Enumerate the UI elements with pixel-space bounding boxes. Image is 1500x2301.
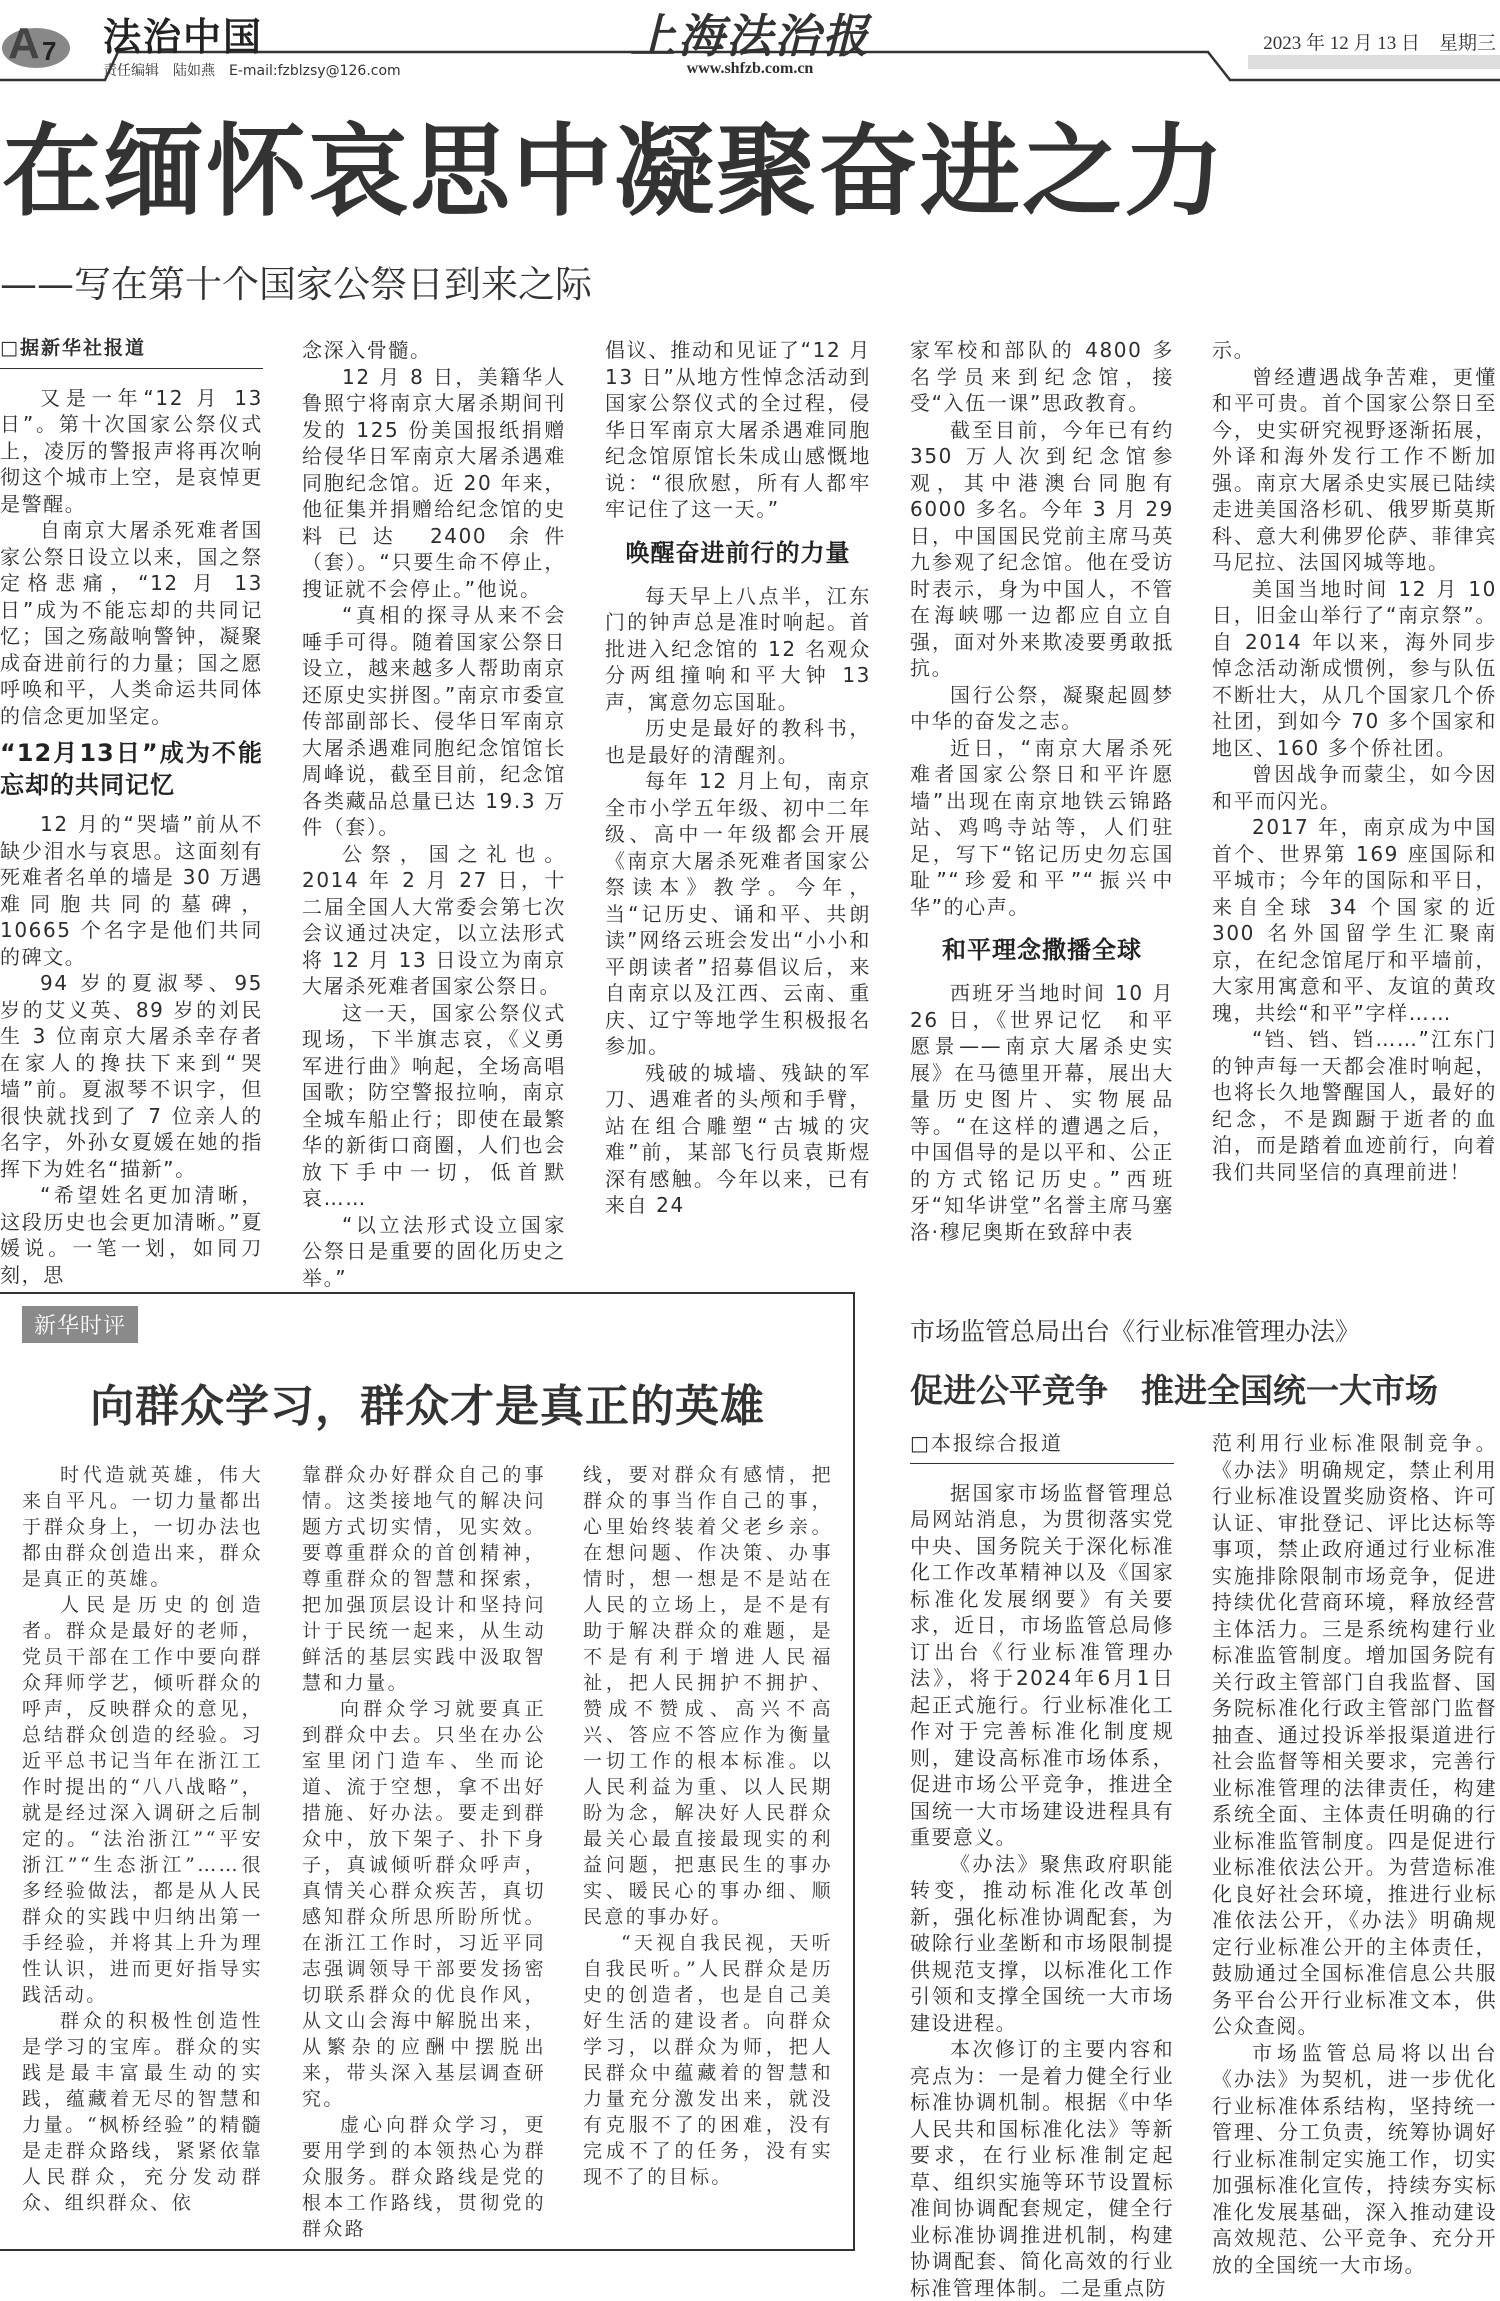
lead-column <box>0 335 263 1288</box>
paragraph: 历史是最好的教科书，也是最好的清醒剂。 <box>605 716 871 767</box>
paragraph: 12 月的“哭墙”前从不缺少泪水与哀思。这面刻有死难者名单的墙是 30 万遇难同胞共同的墓碑，10665 个名字是他们共同的碑文。 <box>0 812 263 969</box>
subheading: 和平理念撒播全球 <box>942 936 1142 964</box>
lead-column <box>910 337 1174 1245</box>
paragraph: 曾因战争而蒙尘，如今因和平而闪光。 <box>1212 762 1497 813</box>
issue-date: 2023 年 12 月 13 日 星期三 <box>1263 33 1496 54</box>
paragraph: 示。 <box>1212 338 1256 362</box>
paragraph: “真相的探寻从来不会唾手可得。随着国家公祭日设立，越来越多人帮助南京还原史实拼图。”南京市委宣传部副部长、侵华日军南京大屠杀遇难同胞纪念馆馆长周峰说，截至目前，纪念馆各类藏品总量已达 19.3 万件（套）。 <box>302 603 566 839</box>
paragraph: 线，要对群众有感情，把群众的事当作自己的事，心里始终装着父老乡亲。在想问题、作决策、办事情时，想一想是不是站在人民的立场上，是不是有助于解决群众的难题，是不是有利于增进人民福祉，把人民拥护不拥护、赞成不赞成、高兴不高兴、答应不答应作为衡量一切工作的根本标准。以人民利益为重、以人民期盼为念，解决好人民群众最关心最直接最现实的利益问题，把惠民生的事办实、暖民心的事办细、顺民意的事办好。 <box>583 1464 833 1928</box>
lead-headline: 在缅怀哀思中凝聚奋进之力 <box>2 113 1226 230</box>
market-column <box>910 1430 1174 2301</box>
section-name: 法治中国 <box>103 15 264 59</box>
paragraph: 范利用行业标准限制竞争。《办法》明确规定，禁止利用行业标准设置奖励资格、许可认证、审批登记、评比达标等事项，禁止政府通过行业标准实施排除限制市场竞争，促进持续优化营商环境，释放经营主体活力。三是系统构建行业标准监管制度。增加国务院有关行政主管部门自我监督、国务院标准化行政主管部门监督抽查、通过投诉举报渠道进行社会监督等相关要求，完善行业标准管理的法律责任，构建系统全面、主体责任明确的行业标准监管制度。四是促进行业标准依法公开。为营造标准化良好社会环境，推进行业标准依法公开，《办法》明确规定行业标准公开的主体责任，鼓励通过全国标准信息公共服务平台公开行业标准文本，供公众查阅。 <box>1212 1431 1497 2038</box>
commentary-column <box>22 1462 263 2216</box>
paragraph: 《办法》聚焦政府职能转变，推动标准化改革创新，强化标准协调配套，为破除行业垄断和市场限制提供规范支撑，以标准化工作引领和支撑全国统一大市场建设进程。 <box>910 1851 1174 2035</box>
paragraph: 家军校和部队的 4800 多名学员来到纪念馆，接受“入伍一课”思政教育。 <box>910 338 1174 415</box>
paragraph: 又是一年“12 月 13 日”。第十次国家公祭仪式上，凌厉的警报声将再次响彻这个城市上空，是哀悼更是警醒。 <box>0 385 263 516</box>
paragraph: “铛、铛、铛……”江东门的钟声每一天都会准时响起，也将长久地警醒国人，最好的纪念，不是踟蹰于逝者的血泊，而是踏着血迹前行，向着我们共同坚信的真理前进！ <box>1212 1027 1497 1184</box>
editor-email: E-mail:fzblzsy@126.com <box>229 63 401 79</box>
commentary-column <box>583 1462 833 2190</box>
paragraph: 曾经遭遇战争苦难，更懂和平可贵。首个国家公祭日至今，史实研究视野逐渐拓展，外译和海外发行工作不断加强。南京大屠杀史实展已陆续走进美国洛杉矶、俄罗斯莫斯科、意大利佛罗伦萨、菲律宾马尼拉、法国冈城等地。 <box>1212 364 1497 574</box>
market-column <box>1212 1430 1497 2278</box>
paragraph: 念深入骨髓。 <box>302 338 432 362</box>
paragraph: 靠群众办好群众自己的事情。这类接地气的解决问题方式切实情，见实效。要尊重群众的首创精神，尊重群众的智慧和探索，把加强顶层设计和坚持问计于民统一起来，从生动鲜活的基层实践中汲取智慧和力量。 <box>302 1464 546 1694</box>
paragraph: 残破的城墙、残缺的军刀、遇难者的头颅和手臂，站在组合雕塑“古城的灾难”前，某部飞行员袁斯煜深有感触。今年以来，已有来自 24 <box>605 1060 871 1217</box>
commentary-tag: 新华时评 <box>22 1306 138 1343</box>
paragraph: 近日，“南京大屠杀死难者国家公祭日和平许愿墙”出现在南京地铁云锦路站、鸡鸣寺站等，人们驻足，写下“铭记历史勿忘国耻”“珍爱和平”“振兴中华”的心声。 <box>910 735 1174 919</box>
paragraph: 截至目前，今年已有约 350 万人次到纪念馆参观，其中港澳台同胞有 6000 多名。今年 3 月 29 日，中国国民党前主席马英九参观了纪念馆。他在受访时表示，身为中国人，不管在海峡哪一边都应自立自强，面对外来欺凌要勇敢抵抗。 <box>910 417 1174 680</box>
paragraph: 西班牙当地时间 10 月 26 日，《世界记忆 和平愿景——南京大屠杀史实展》在马德里开幕，展出大量历史图片、实物展品等。“在这样的遭遇之后，中国倡导的是以平和、公正的方式铭记历史。”西班牙“知华讲堂”名誉主席马塞洛·穆尼奥斯在致辞中表 <box>910 981 1174 1244</box>
paragraph: 市场监管总局将以出台《办法》为契机，进一步优化行业标准体系结构，坚持统一管理、分工负责，统筹协调好行业标准制定实施工作，切实加强标准化宣传，持续夯实标准化发展基础，深入推动建设高效规范、公平竞争、充分开放的全国统一大市场。 <box>1212 2040 1497 2277</box>
page-badge-number: 7 <box>42 36 57 66</box>
editor-line <box>103 60 415 80</box>
commentary-headline: 向群众学习，群众才是真正的英雄 <box>90 1381 765 1432</box>
lead-subtitle: ——写在第十个国家公祭日到来之际 <box>0 263 592 306</box>
paragraph: 2017 年，南京成为中国首个、世界第 169 座国际和平城市；今年的国际和平日，来自全球 34 个国家的近 300 名外国留学生汇聚南京，在纪念馆尾厅和平墙前，大家用寓意和平、友谊的黄玫瑰，共绘“和平”字样…… <box>1212 815 1497 1025</box>
byline: □本报综合报道 <box>910 1430 1174 1464</box>
lead-column <box>605 337 871 1219</box>
page-number-badge <box>0 4 98 70</box>
lead-column <box>1212 337 1497 1185</box>
page-badge-letter: A <box>8 19 40 68</box>
paragraph: 12 月 8 日，美籍华人鲁照宁将南京大屠杀期间刊发的 125 份美国报纸捐赠给侵华日军南京大屠杀遇难同胞纪念馆。近 20 年来，他征集并捐赠给纪念馆的史料已达 2400 余件（套）。“只要生命不停止，搜证就不会停止。”他说。 <box>302 364 566 601</box>
subheading: “12月13日”成为不能忘却的共同记忆 <box>0 739 263 799</box>
paragraph: “以立法形式设立国家公祭日是重要的固化历史之举。” <box>302 1212 566 1290</box>
paragraph: 国行公祭，凝聚起圆梦中华的奋发之志。 <box>910 682 1174 733</box>
masthead-logo: 上海法治报 <box>630 9 870 63</box>
byline: □据新华社报道 <box>0 335 263 369</box>
paragraph: 本次修订的主要内容和亮点为：一是着力健全行业标准协调机制。根据《中华人民共和国标准化法》等新要求，在行业标准制定起草、组织实施等环节设置标准间协调配套规定，健全行业标准协调推进机制，构建协调配套、简化高效的行业标准管理体制。二是重点防 <box>910 2037 1174 2300</box>
market-kicker: 市场监管总局出台《行业标准管理办法》 <box>910 1317 1361 1346</box>
paragraph: 94 岁的夏淑琴、95 岁的艾义英、89 岁的刘民生 3 位南京大屠杀幸存者在家人的搀扶下来到“哭墙”前。夏淑琴不识字，但很快就找到了 7 位亲人的名字，外孙女夏媛在她的指挥下为姓名“描新”。 <box>0 971 263 1181</box>
paragraph: 虚心向群众学习，更要用学到的本领热心为群众服务。群众路线是党的根本工作路线，贯彻党的群众路 <box>302 2114 546 2240</box>
paragraph: 人民是历史的创造者。群众是最好的老师，党员干部在工作中要向群众拜师学艺，倾听群众的呼声，反映群众的意见，总结群众创造的经验。习近平总书记当年在浙江工作时提出的“八八战略”，就是经过深入调研之后制定的。“法治浙江”“平安浙江”“生态浙江”……很多经验做法，都是从人民群众的实践中归纳出第一手经验，并将其上升为理性认识，进而更好指导实践活动。 <box>22 1594 263 2006</box>
paragraph: 据国家市场监督管理总局网站消息，为贯彻落实党中央、国务院关于深化标准化工作改革精神以及《国家标准化发展纲要》有关要求，近日，市场监管总局修订出台《行业标准管理办法》，将于2024年6月1日起正式施行。行业标准化工作对于完善标准化制度规则，建设高标准市场体系，促进市场公平竞争，推进全国统一大市场建设进程具有重要意义。 <box>910 1480 1174 1849</box>
editor-name: 陆如燕 <box>173 63 215 79</box>
editor-label: 责任编辑 <box>103 63 159 79</box>
commentary-column <box>302 1462 546 2242</box>
paragraph: 美国当地时间 12 月 10 日，旧金山举行了“南京祭”。自 2014 年以来，海外同步悼念活动渐成惯例，参与队伍不断壮大，从几个国家几个侨社团，到如今 70 多个国家和地区、160 多个侨社团。 <box>1212 576 1497 760</box>
paragraph: 时代造就英雄，伟大来自平凡。一切力量都出于群众身上，一切办法也都由群众创造出来，群众是真正的英雄。 <box>22 1464 263 1590</box>
paragraph: “希望姓名更加清晰，这段历史也会更加清晰。”夏媛说。一笔一划，如同刀刻，思 <box>0 1183 263 1287</box>
paragraph: 每天早上八点半，江东门的钟声总是准时响起。首批进入纪念馆的 12 名观众分两组撞响和平大钟 13 声，寓意勿忘国耻。 <box>605 583 871 714</box>
paragraph: 群众的积极性创造性是学习的宝库。群众的实践是最丰富最生动的实践，蕴藏着无尽的智慧和力量。“枫桥经验”的精髓是走群众路线，紧紧依靠人民群众，充分发动群众、组织群众、依 <box>22 2010 263 2214</box>
paragraph: 倡议、推动和见证了“12 月 13 日”从地方性悼念活动到国家公祭仪式的全过程，侵华日军南京大屠杀遇难同胞纪念馆原馆长朱成山感慨地说：“很欣慰，所有人都牢牢记住了这一天。” <box>605 338 871 521</box>
site-url: www.shfzb.com.cn <box>686 60 814 77</box>
lead-column <box>302 337 566 1291</box>
paragraph: 这一天，国家公祭仪式现场，下半旗志哀，《义勇军进行曲》响起，全场高唱国歌；防空警报拉响，南京全城车船止行；即使在最繁华的新街口商圈，人们也会放下手中一切，低首默哀…… <box>302 1000 566 1210</box>
paragraph: “天视自我民视，天听自我民听。”人民群众是历史的创造者，也是自己美好生活的建设者。向群众学习，以群众为师，把人民群众中蕴藏着的智慧和力量充分激发出来，就没有克服不了的困难，没有完成不了的任务，没有实现不了的目标。 <box>583 1932 833 2188</box>
paragraph: 自南京大屠杀死难者国家公祭日设立以来，国之祭定格悲痛，“12 月 13 日”成为不能忘却的共同记忆；国之殇敲响警钟，凝聚成奋进前行的力量；国之愿呼唤和平，人类命运共同体的信念更加坚定。 <box>0 518 263 728</box>
paragraph: 公祭，国之礼也。2014 年 2 月 27 日，十二届全国人大常委会第七次会议通过决定，以立法形式将 12 月 13 日设立为南京大屠杀死难者国家公祭日。 <box>302 841 566 998</box>
paragraph: 每年 12 月上旬，南京全市小学五年级、初中二年级、高中一年级都会开展《南京大屠杀死难者国家公祭读本》教学。今年，当“记历史、诵和平、共朗读”网络云班会发出“小小和平朗读者”招募倡议后，来自南京以及江西、云南、重庆、辽宁等地学生积极报名参加。 <box>605 769 871 1058</box>
paragraph: 向群众学习就要真正到群众中去。只坐在办公室里闭门造车、坐而论道、流于空想，拿不出好措施、好办法。要走到群众中，放下架子、扑下身子，真诚倾听群众呼声，真情关心群众疾苦，真切感知群众所思所盼所忧。在浙江工作时，习近平同志强调领导干部要发扬密切联系群众的优良作风，从文山会海中解脱出来，从繁杂的应酬中摆脱出来，带头深入基层调查研究。 <box>302 1698 546 2110</box>
market-headline: 促进公平竞争 推进全国统一大市场 <box>910 1371 1438 1410</box>
subheading: 唤醒奋进前行的力量 <box>625 538 851 567</box>
date-bar <box>1248 55 1500 69</box>
